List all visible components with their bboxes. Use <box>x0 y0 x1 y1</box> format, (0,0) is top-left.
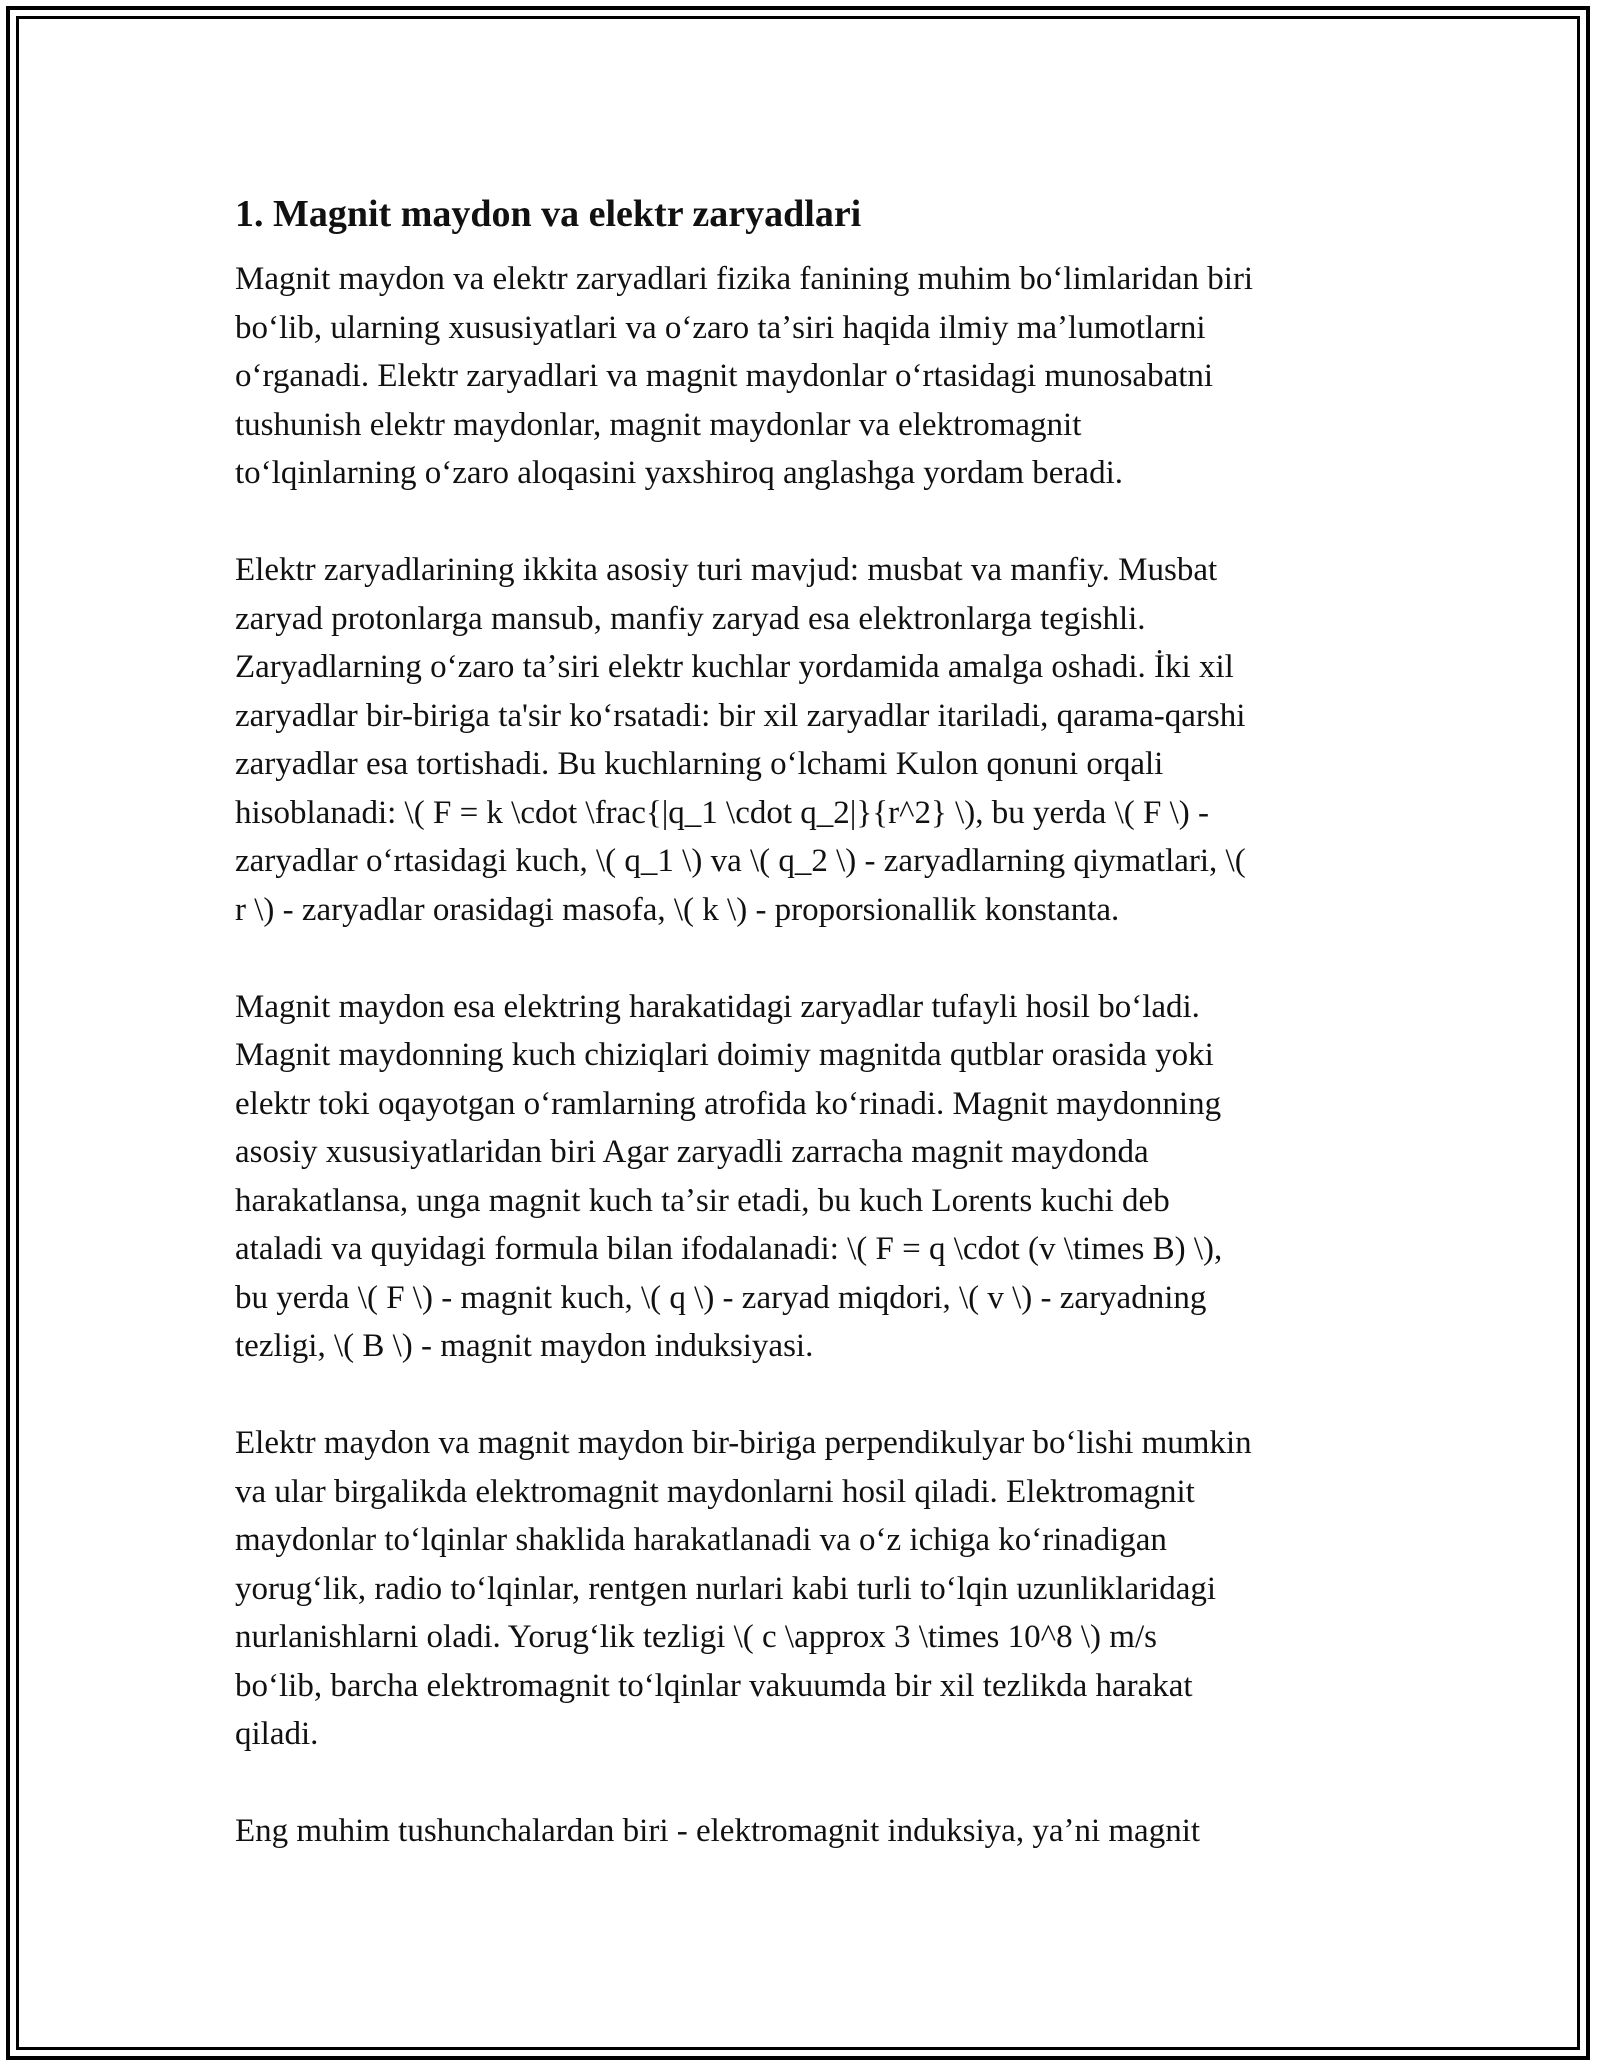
text-line: Zaryadlarning oʻzaro taʼsiri elektr kuchlar yordamida amalga oshadi. İki xil <box>235 649 1234 685</box>
text-line: hisoblanadi: \( F = k \cdot \frac{|q_1 \cdot q_2|}{r^2} \), bu yerda \( F \) - <box>235 794 1209 831</box>
section-heading: 1. Magnit maydon va elektr zaryadlari <box>235 193 862 235</box>
document-body <box>235 185 1375 1904</box>
text-line: zaryadlar esa tortishadi. Bu kuchlarning oʻlchami Kulon qonuni orqali <box>235 746 1164 782</box>
text-line: Eng muhim tushunchalardan biri - elektromagnit induksiya, yaʼni magnit <box>235 1813 1201 1849</box>
text-line: oʻrganadi. Elektr zaryadlari va magnit maydonlar oʻrtasidagi munosabatni <box>235 358 1214 394</box>
text-line: yorugʻlik, radio toʻlqinlar, rentgen nurlari kabi turli toʻlqin uzunliklaridagi <box>235 1570 1217 1607</box>
text-line: Elektr maydon va magnit maydon bir-biriga perpendikulyar boʻlishi mumkin <box>235 1425 1252 1461</box>
text-line: Magnit maydon esa elektring harakatidagi zaryadlar tufayli hosil boʻladi. <box>235 988 1200 1025</box>
text-line: bu yerda \( F \) - magnit kuch, \( q \) - zaryad miqdori, \( v \) - zaryadning <box>235 1279 1207 1316</box>
paragraph-intro <box>235 255 1375 498</box>
text-line: elektr toki oqayotgan oʻramlarning atrofida koʻrinadi. Magnit maydonning <box>235 1085 1222 1122</box>
text-line: va ular birgalikda elektromagnit maydonlarni hosil qiladi. Elektromagnit <box>235 1473 1195 1510</box>
text-line: maydonlar toʻlqinlar shaklida harakatlanadi va oʻz ichiga koʻrinadigan <box>235 1522 1167 1558</box>
text-line: Magnit maydon va elektr zaryadlari fizika fanining muhim boʻlimlaridan biri <box>235 261 1254 297</box>
text-line: tezligi, \( B \) - magnit maydon induksiyasi. <box>235 1328 814 1364</box>
text-line: r \) - zaryadlar orasidagi masofa, \( k \) - proporsionallik konstanta. <box>235 891 1120 928</box>
text-line: boʻlib, barcha elektromagnit toʻlqinlar vakuumda bir xil tezlikda harakat <box>235 1667 1193 1704</box>
text-line: qiladi. <box>235 1716 319 1752</box>
text-line: Magnit maydonning kuch chiziqlari doimiy magnitda qutblar orasida yoki <box>235 1037 1214 1073</box>
text-line: zaryadlar bir-biriga ta'sir koʻrsatadi: bir xil zaryadlar itariladi, qarama-qarshi <box>235 697 1246 734</box>
text-line: harakatlansa, unga magnit kuch taʼsir etadi, bu kuch Lorents kuchi deb <box>235 1182 1170 1219</box>
paragraph-induction <box>235 1807 1375 1856</box>
paragraph-magnetic-field <box>235 983 1375 1371</box>
text-line: asosiy xususiyatlaridan biri Agar zaryadli zarracha magnit maydonda <box>235 1134 1149 1170</box>
text-line: ataladi va quyidagi formula bilan ifodalanadi: \( F = q \cdot (v \times B) \), <box>235 1231 1223 1267</box>
text-line: zaryad protonlarga mansub, manfiy zaryad esa elektronlarga tegishli. <box>235 600 1146 637</box>
text-line: Elektr zaryadlarining ikkita asosiy turi mavjud: musbat va manfiy. Musbat <box>235 552 1218 588</box>
text-line: toʻlqinlarning oʻzaro aloqasini yaxshiroq anglashga yordam beradi. <box>235 455 1123 491</box>
text-line: nurlanishlarni oladi. Yorugʻlik tezligi \( c \approx 3 \times 10^8 \) m/s <box>235 1619 1157 1655</box>
text-line: boʻlib, ularning xususiyatlari va oʻzaro taʼsiri haqida ilmiy maʼlumotlarni <box>235 309 1206 346</box>
text-line: tushunish elektr maydonlar, magnit maydonlar va elektromagnit <box>235 406 1082 443</box>
text-line: zaryadlar oʻrtasidagi kuch, \( q_1 \) va \( q_2 \) - zaryadlarning qiymatlari, \( <box>235 843 1246 879</box>
paragraph-charges <box>235 546 1375 934</box>
paragraph-electromagnetic-waves <box>235 1419 1375 1759</box>
